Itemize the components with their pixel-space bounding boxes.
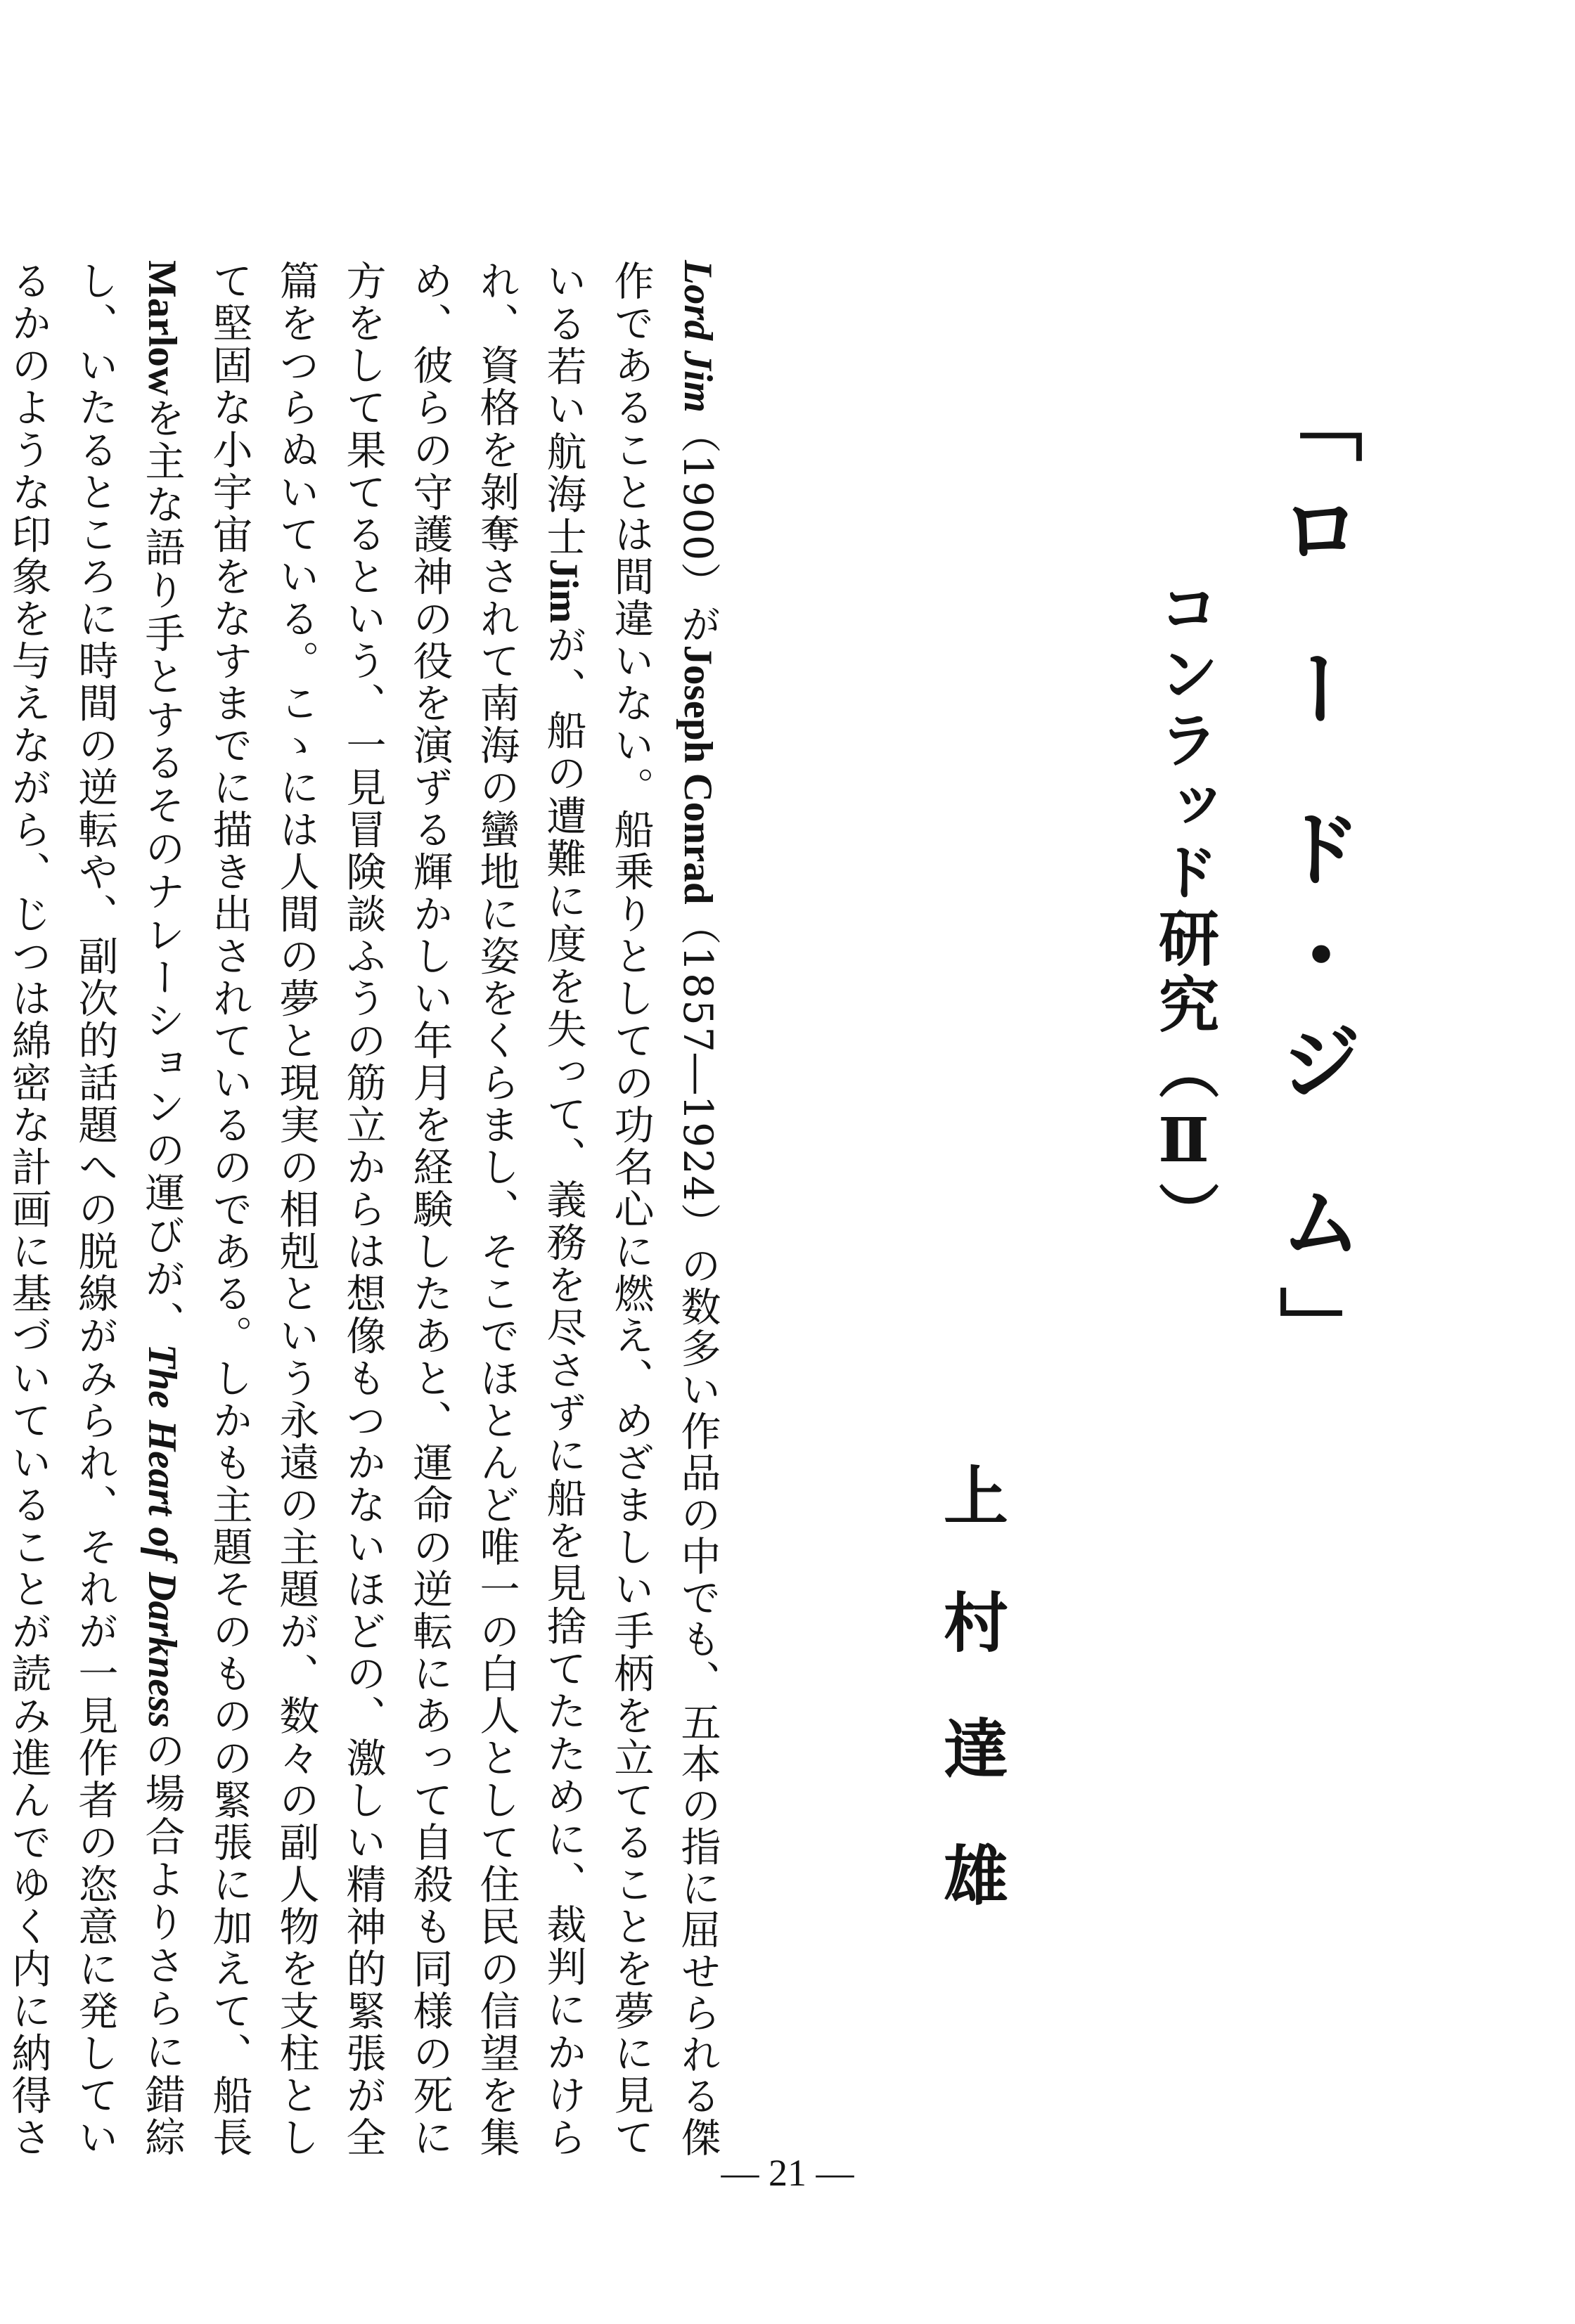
body-text: [0, 260, 731, 2158]
body-segment: （1900）が: [674, 413, 721, 645]
character-name-jim: Jim: [541, 558, 586, 624]
author-name: 上村達雄: [933, 1462, 1009, 1968]
body-segment: （1857―1924）の数多い作品の中でも、五本の指に屈せられる傑作であることは間違いない。船乗りとしての功名心に燃え、めざましい手柄を立てることを夢に見ている若い航海士: [540, 260, 721, 2158]
page-number: ― 21 ―: [721, 2152, 854, 2194]
body-paragraph: [0, 260, 731, 2158]
article-subtitle: コンラッド研究（Ⅱ）: [1148, 576, 1219, 1248]
body-segment: を主な語り手とするそのナレーションの運びが、: [139, 396, 185, 1344]
work-title-heart-of-darkness: The Heart of Darkness: [140, 1343, 184, 1729]
character-name-marlow: Marlow: [140, 260, 184, 396]
body-segment: が、船の遭難に度を失って、義務を尽さずに船を見捨てたために、裁判にかけられ、資格を剝奪されて南海の蠻地に姿をくらまし、そこでほとんど唯一の白人として住民の信望を集め、彼らの守護神の役を演ずる輝かしい年月を経験したあと、運命の逆転にあって自殺も同様の死に方をして果てるという、一見冒険談ふうの筋立からは想像もつかないほどの、激しい精神的緊張が全篇をつらぬいている。こゝには人間の夢と現実の相剋という永遠の主題が、数々の副人物を支柱として堅固な小宇宙をなすまでに描き出されているのである。しかも主題そのものの緊張に加えて、船長: [206, 260, 586, 2159]
article-title: 「ロ ー ド・ジ ム」: [1266, 380, 1363, 1393]
author-name-conrad: Joseph Conrad: [676, 645, 720, 905]
work-title-lord-jim: Lord Jim: [676, 260, 720, 413]
body-segment: の場合よりさらに錯綜し、いたるところに時間の逆転や、副次的話題への脱線がみられ、それが一見作者の恣意に発しているかのような印象を与えながら、じつは綿密な計画に基づいていることが読み進んでゆく内に納得さ: [5, 260, 185, 2158]
